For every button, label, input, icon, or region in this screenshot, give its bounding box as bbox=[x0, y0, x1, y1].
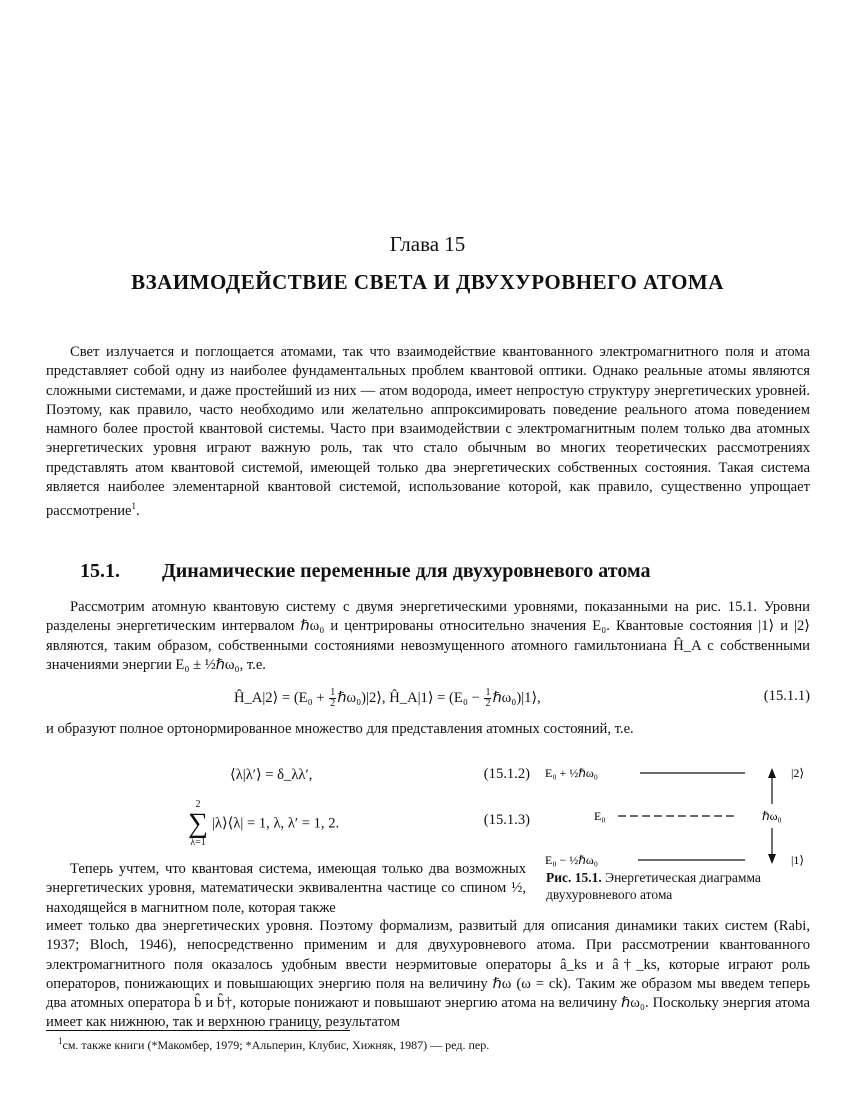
equation-number: (15.1.3) bbox=[483, 812, 530, 828]
eq1-left: Ĥ_A|2⟩ = (E₀ + bbox=[234, 689, 329, 706]
equation-body bbox=[234, 688, 541, 709]
chapter-label: Глава 15 bbox=[389, 232, 466, 256]
arrow-down-head bbox=[768, 854, 776, 864]
equation-number: (15.1.1) bbox=[763, 688, 810, 704]
figure-caption-label: Рис. 15.1. bbox=[546, 870, 602, 885]
energy-diagram-figure bbox=[540, 760, 810, 900]
paragraph-2-rest: имеет только два энергетических уровня. Поэтому формализм, развитый для описания динамики таких систем (Rabi, 1937; Bloch, 1946), непосредственно применим и для двухуровневого атома. При рассмотрении квантованного электромагнитного поля оказалось удобным ввести неэрмитовые операторы â_ks и â†_ks, которые играют роль операторов, понижающих и повышающих энергию поля на величину ℏω (ω = ck). Таким же образом мы введем теперь два атомных оператора b̂ и b̂†, которые понижают и повышают энергию атома на величину ℏω₀. Поскольку энергия атома имеет как нижнюю, так и верхнюю границу, результатом bbox=[46, 918, 810, 1031]
footnote-text: см. также книги (*Макомбер, 1979; *Альперин, Клубис, Хижняк, 1987) — ред. пер. bbox=[62, 1038, 490, 1052]
half-fraction: $\frac{1}{2}$ bbox=[330, 687, 336, 709]
paragraph-after-eq: и образуют полное ортонормированное множество для представления атомных состояний, т.е. bbox=[46, 721, 634, 737]
half-fraction: $\frac{1}{2}$ bbox=[485, 687, 491, 709]
section-heading bbox=[80, 560, 650, 583]
paragraph-2-start: Теперь учтем, что квантовая система, имеющая только два возможных энергетических уровня, математически эквивалентна частице со спином ½, находящейся в магнитном поле, которая также bbox=[46, 861, 526, 916]
intro-text: Свет излучается и поглощается атомами, так что взаимодействие квантованного электромагнитного поля и атома представляет собой одну из наиболее фундаментальных проблем квантовой оптики. Однако реальные атомы являются сложными системами, и даже простейший из них — атом водорода, имеет непростую структуру энергетических уровней. Поэтому, как правило, часто необходимо или желательно аппроксимировать поведение реального атома поведением намного более простой квантовой системы. Часто при взаимодействии с электромагнитным полем только два атомных энергетических уровня играют важную роль, так что стало обычным во многих теоретических рассмотрениях представлять атом квантовой системой, имеющей только два энергетических собственных состояния. Такая система является наиболее элементарной квантовой системой, использование которой, как правило, существенно упрощает рассмотрение bbox=[46, 344, 810, 520]
eq1-right: ℏω₀)|1⟩, bbox=[492, 689, 541, 706]
footnote-mark: 1 bbox=[58, 1036, 63, 1046]
intro-period: . bbox=[136, 503, 140, 520]
equation-body: ⟨λ|λ′⟩ = δ_λλ′, bbox=[230, 767, 313, 783]
eq3-body: |λ⟩⟨λ| = 1, λ, λ′ = 1, 2. bbox=[211, 815, 340, 832]
arrow-up-head bbox=[768, 768, 776, 778]
figure-caption-text: Энергетическая диаграмма двухуровневого атома bbox=[546, 870, 761, 902]
equation-body bbox=[188, 800, 339, 848]
sum-symbol: 2 ∑ λ=1 bbox=[188, 799, 208, 848]
figure-caption bbox=[546, 869, 810, 903]
footnote bbox=[46, 1036, 810, 1053]
middle-level-label: E₀ bbox=[594, 809, 606, 823]
intro-paragraph bbox=[46, 343, 810, 522]
footnote-reference[interactable]: 1 bbox=[131, 501, 136, 512]
footnote-divider bbox=[46, 1030, 350, 1031]
upper-level-label: E₀ + ½ℏω₀ bbox=[545, 766, 598, 780]
section-number: 15.1. bbox=[80, 560, 120, 582]
energy-diagram bbox=[540, 760, 810, 870]
lower-level-label: E₀ − ½ℏω₀ bbox=[545, 853, 598, 867]
paragraph-1: Рассмотрим атомную квантовую систему с двумя энергетическими уровнями, показанными на рис. 15.1. Уровни разделены энергетическим интервалом ℏω₀ и центрированы относительно значения E₀. Квантовые состояния |1⟩ и |2⟩ являются, таким образом, собственными состояниями невозмущенного атомного гамильтониана Ĥ_A с собственными значениями энергии E₀ ± ½ℏω₀, т.е. bbox=[46, 599, 810, 673]
gap-label: ℏω₀ bbox=[762, 809, 782, 823]
upper-state-label: |2⟩ bbox=[791, 766, 805, 780]
eq1-mid: ℏω₀)|2⟩, Ĥ_A|1⟩ = (E₀ − bbox=[337, 689, 484, 706]
sigma-glyph: ∑ bbox=[188, 808, 208, 839]
chapter-title: ВЗАИМОДЕЙСТВИЕ СВЕТА И ДВУХУРОВНЕГО АТОМА bbox=[131, 270, 724, 294]
section-title: Динамические переменные для двухуровневого атома bbox=[162, 560, 651, 582]
equation-number: (15.1.2) bbox=[483, 766, 530, 782]
lower-state-label: |1⟩ bbox=[791, 853, 805, 867]
